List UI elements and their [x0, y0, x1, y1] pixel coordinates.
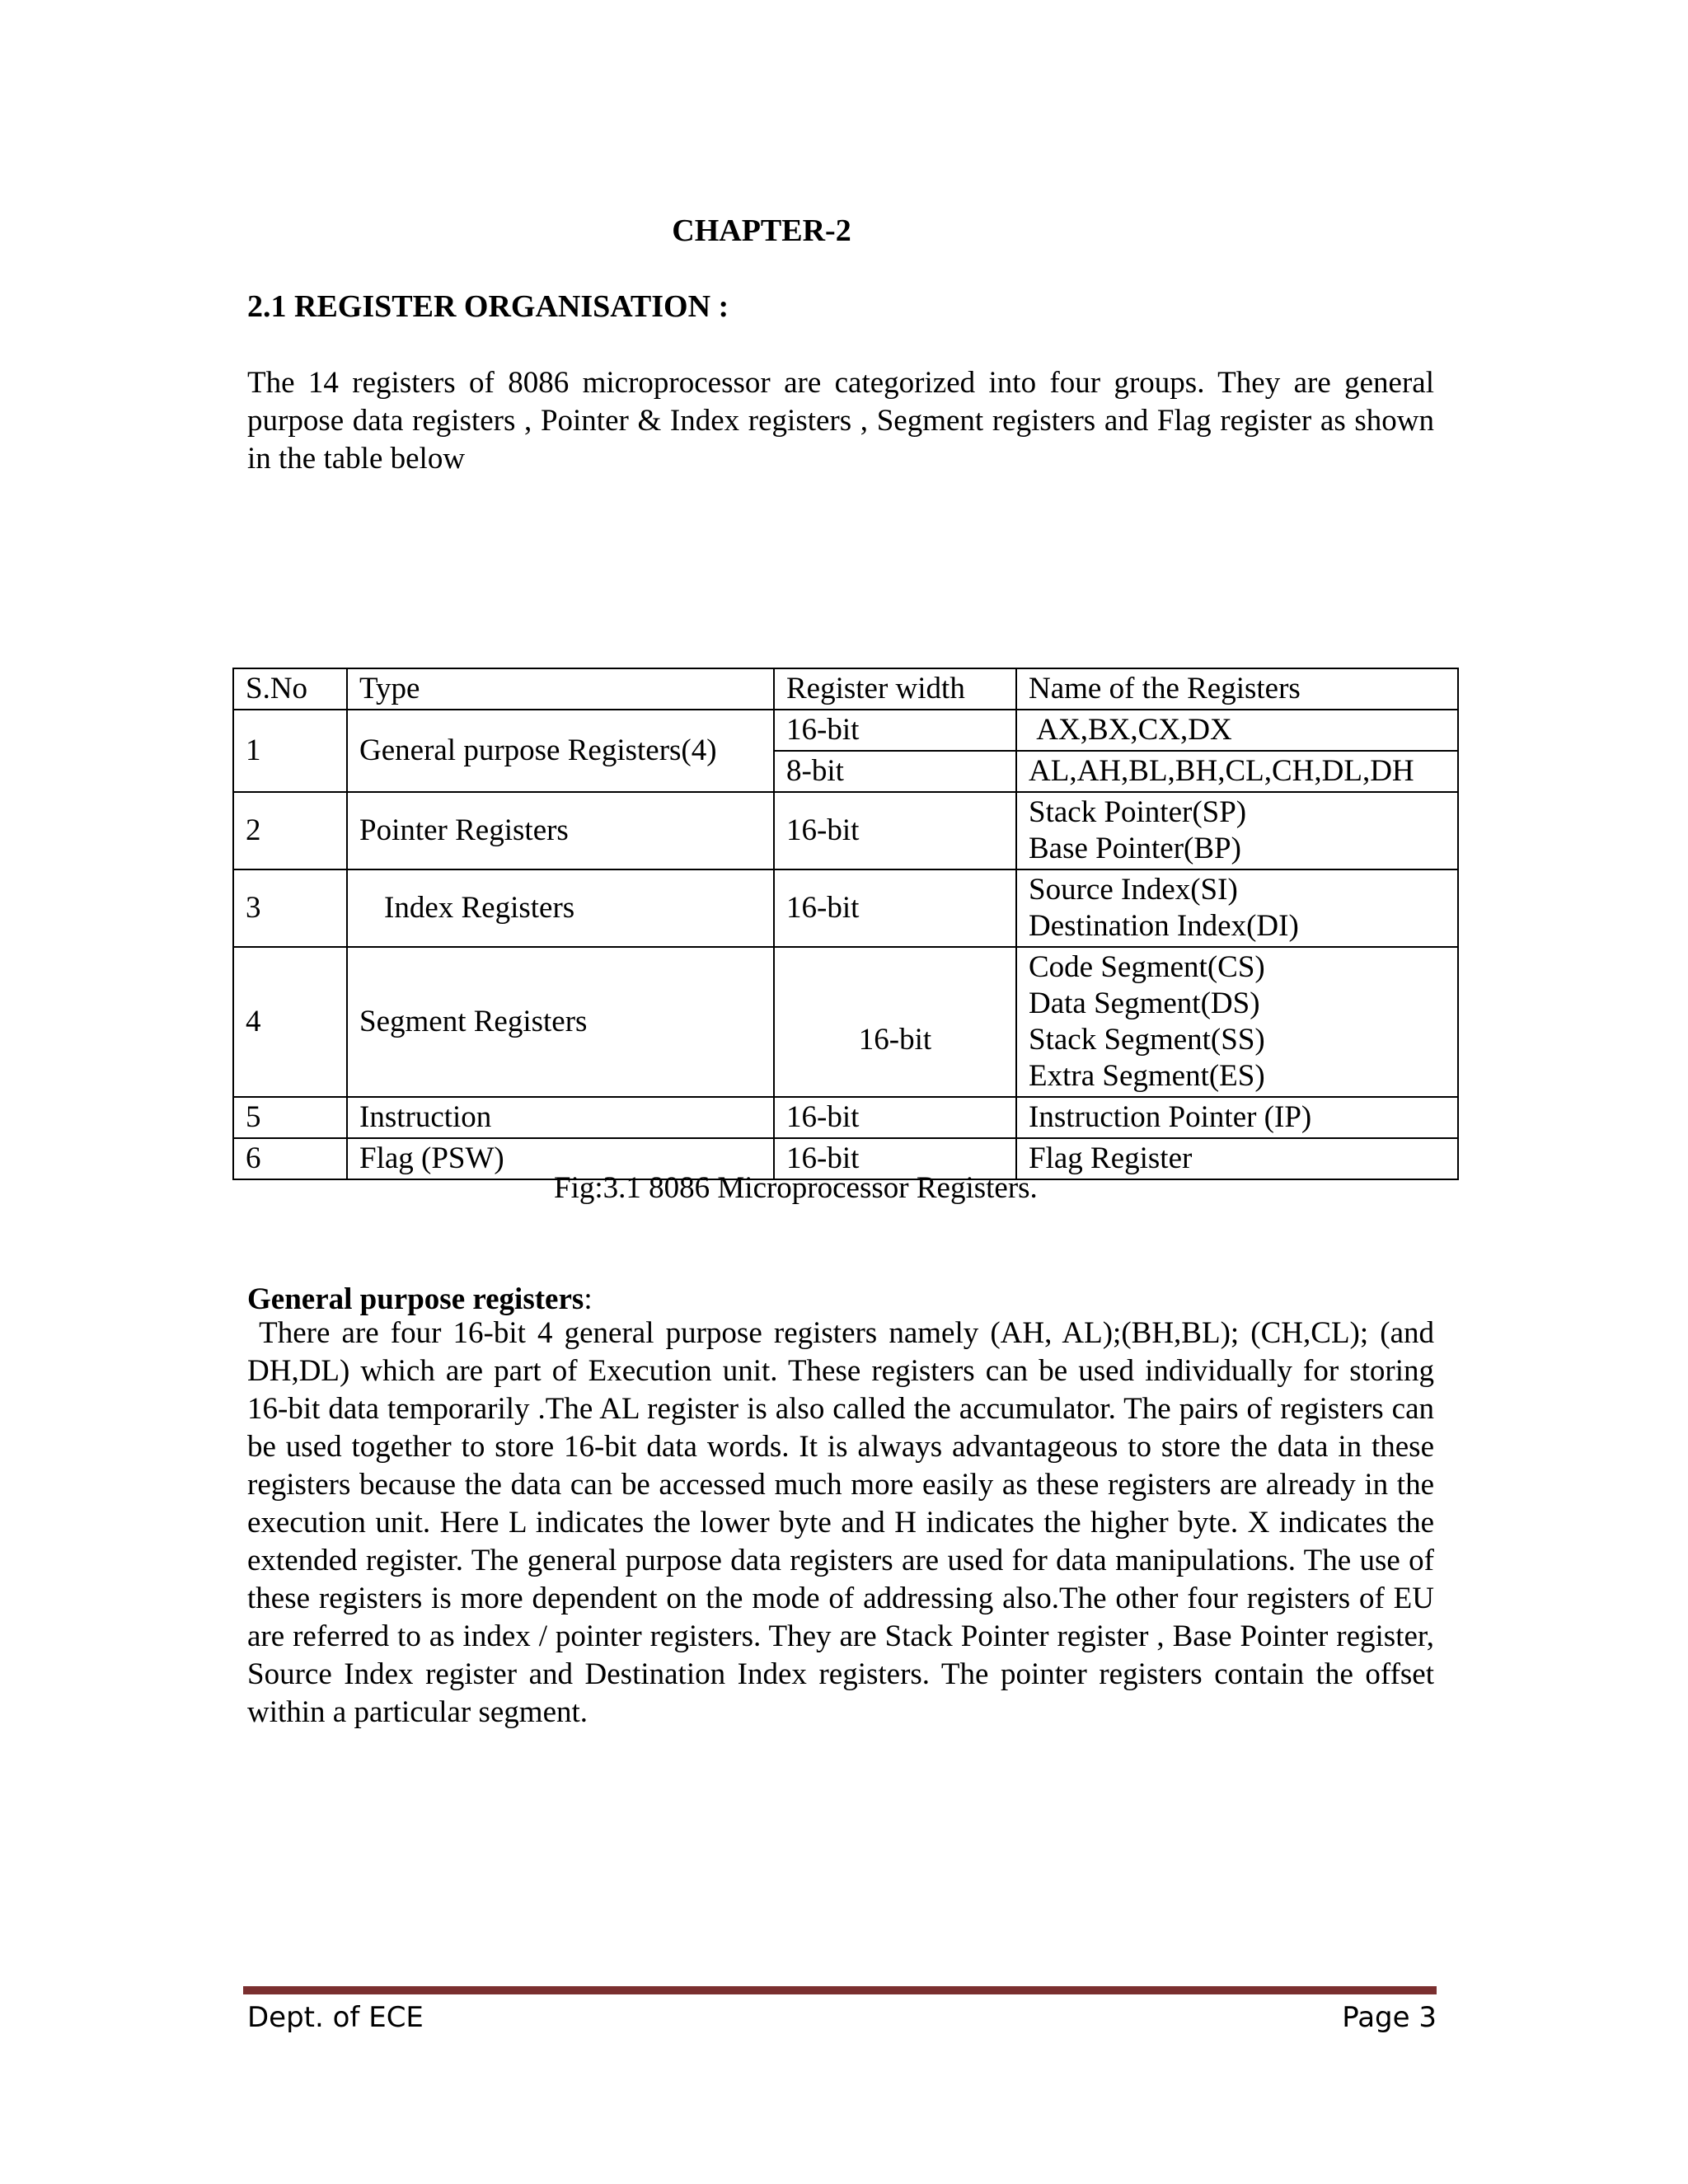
row1-names-a: AX,BX,CX,DX — [1016, 710, 1458, 751]
table-header-row — [233, 668, 1458, 710]
chapter-title: CHAPTER-2 — [672, 213, 851, 248]
register-name: Destination Index(DI) — [1029, 909, 1299, 943]
row1-type: General purpose Registers(4) — [347, 710, 774, 792]
row1-width-b: 8-bit — [774, 751, 1016, 792]
table-row — [233, 792, 1458, 869]
row4-sno: 4 — [233, 947, 347, 1097]
row2-type: Pointer Registers — [347, 792, 774, 869]
row3-names — [1016, 869, 1458, 947]
figure-caption: Fig:3.1 8086 Microprocessor Registers. — [554, 1171, 1038, 1205]
table-row — [233, 710, 1458, 751]
intro-paragraph: The 14 registers of 8086 microprocessor are categorized into four groups. They are general purpose data registers , Pointer & Index registers , Segment registers and Flag register as shown in the table below — [247, 366, 1434, 476]
footer-rule — [243, 1986, 1437, 1994]
register-name: Stack Pointer(SP) — [1029, 795, 1247, 829]
row1-width-a: 16-bit — [774, 710, 1016, 751]
row2-sno: 2 — [233, 792, 347, 869]
table-row — [233, 869, 1458, 947]
register-name: Source Index(SI) — [1029, 873, 1238, 907]
register-name: Extra Segment(ES) — [1029, 1059, 1265, 1093]
row6-names: Flag Register — [1016, 1138, 1458, 1179]
registers-table — [232, 668, 1459, 1180]
row4-names — [1016, 947, 1458, 1097]
row6-width: 16-bit — [774, 1138, 1016, 1179]
row5-names: Instruction Pointer (IP) — [1016, 1097, 1458, 1138]
header-type: Type — [347, 668, 774, 710]
row5-sno: 5 — [233, 1097, 347, 1138]
section-heading: 2.1 REGISTER ORGANISATION : — [247, 289, 729, 324]
register-name: Base Pointer(BP) — [1029, 832, 1241, 865]
row2-names — [1016, 792, 1458, 869]
row5-type: Instruction — [347, 1097, 774, 1138]
row6-sno: 6 — [233, 1138, 347, 1179]
row5-width: 16-bit — [774, 1097, 1016, 1138]
row4-width: 16-bit — [774, 947, 1016, 1097]
row3-width: 16-bit — [774, 869, 1016, 947]
body-paragraph: There are four 16-bit 4 general purpose registers namely (AH, AL);(BH,BL); (CH,CL); (and DH,DL) which are part of Execution unit. These registers can be used individually for storing 16-bit data temporarily .The AL register is also called the accumulator. The pairs of registers can be used together to store 16-bit data words. It is always advantageous to store the data in these registers because the data can be accessed much more easily as these registers are already in the execution unit. Here L indicates the lower byte and H indicates the higher byte. X indicates the extended register. The general purpose data registers are used for data manipulations. The use of these registers is more dependent on the mode of addressing also.The other four registers of EU are referred to as index / pointer registers. They are Stack Pointer register , Base Pointer register, Source Index register and Destination Index registers. The pointer registers contain the offset within a particular segment. — [247, 1316, 1435, 1729]
register-name: Data Segment(DS) — [1029, 987, 1260, 1020]
row4-type: Segment Registers — [347, 947, 774, 1097]
register-name: Stack Segment(SS) — [1029, 1023, 1265, 1057]
row6-type: Flag (PSW) — [347, 1138, 774, 1179]
footer-dept: Dept. of ECE — [247, 2001, 424, 2034]
row3-sno: 3 — [233, 869, 347, 947]
header-width: Register width — [774, 668, 1016, 710]
subheading-bold: General purpose registers — [247, 1282, 584, 1316]
header-names: Name of the Registers — [1016, 668, 1458, 710]
table-row — [233, 947, 1458, 1097]
footer-page-number: Page 3 — [1342, 2001, 1437, 2034]
row1-sno: 1 — [233, 710, 347, 792]
header-sno: S.No — [233, 668, 347, 710]
row2-width: 16-bit — [774, 792, 1016, 869]
subheading — [247, 1282, 593, 1317]
row3-type: Index Registers — [347, 869, 774, 947]
subheading-suffix: : — [584, 1282, 593, 1316]
row1-names-b: AL,AH,BL,BH,CL,CH,DL,DH — [1016, 751, 1458, 792]
register-name: Code Segment(CS) — [1029, 950, 1265, 984]
table-row — [233, 1097, 1458, 1138]
